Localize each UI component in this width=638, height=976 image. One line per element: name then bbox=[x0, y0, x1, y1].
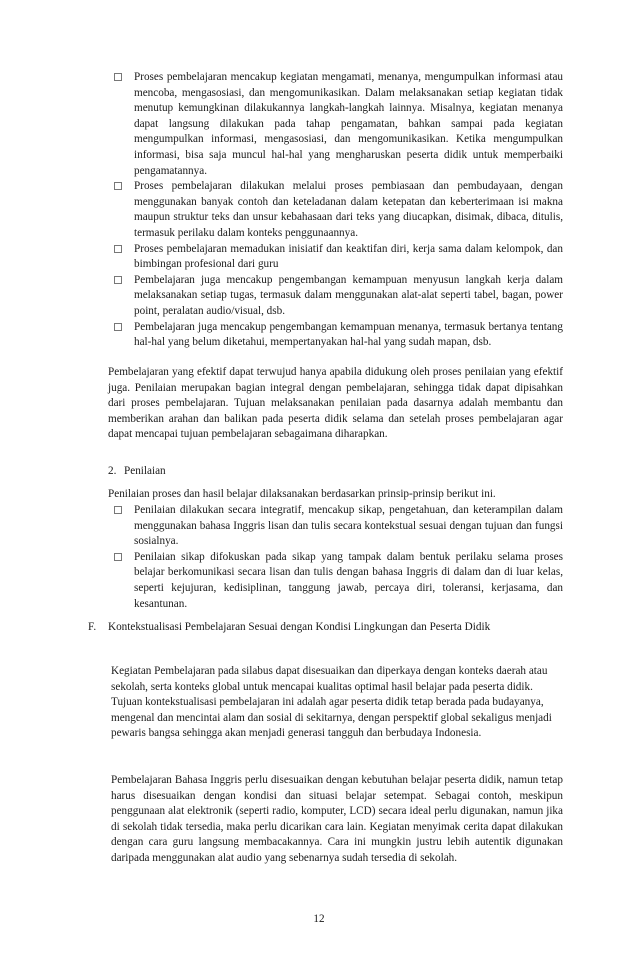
assessment-principles-list bbox=[114, 503, 563, 612]
bullet-box-icon bbox=[114, 553, 122, 561]
bullet-box-icon bbox=[114, 182, 122, 190]
page-number: 12 bbox=[313, 913, 325, 925]
section-title: Penilaian bbox=[124, 465, 166, 477]
section-heading-penilaian bbox=[108, 464, 166, 480]
paragraph-bahasa-inggris: Pembelajaran Bahasa Inggris perlu disesuaikan dengan kebutuhan belajar peserta didik, namun tetap harus disesuaikan dengan kondisi dan situasi belajar setempat. Sebagai contoh, meskipun penggunaan alat elektronik (seperti radio, komputer, LCD) secara ideal perlu digunakan, namun jika di sekolah tidak tersedia, maka perlu dicarikan cara lain. Kegiatan menyimak cerita dapat dilakukan dengan cara guru langsung membacakannya. Cara ini mungkin justru lebih autentik digunakan daripada menggunakan alat audio yang sebenarnya sudah tersedia di sekolah. bbox=[111, 774, 563, 864]
list-item: Penilaian dilakukan secara integratif, mencakup sikap, pengetahuan, dan keterampilan dalam menggunakan bahasa Inggris lisan dan tulis secara kontekstual sesuai dengan tujuan dan fungsi sosialnya. bbox=[114, 503, 563, 550]
list-item: Pembelajaran juga mencakup pengembangan kemampuan menyusun langkah kerja dalam melaksanakan setiap tugas, termasuk dalam menggunakan alat-alat seperti tabel, bagan, power point, peralatan audio/visual, dsb. bbox=[114, 273, 563, 320]
section-heading-f bbox=[88, 620, 568, 636]
learning-process-list bbox=[114, 70, 563, 351]
bullet-box-icon bbox=[114, 245, 122, 253]
paragraph-kegiatan-pembelajaran: Kegiatan Pembelajaran pada silabus dapat disesuaikan dan diperkaya dengan konteks daerah atau sekolah, serta konteks global untuk mencapai kualitas optimal hasil belajar pada peserta didik. Tujuan kontekstualisasi pembelajaran ini adalah agar peserta didik tetap berada pada budayanya, mengenal dan mencintai alam dan sosial di sekitarnya, dengan perspektif global sekaligus menjadi pewaris bangsa sehingga akan menjadi generasi tangguh dan berbudaya Indonesia. bbox=[111, 665, 552, 740]
section-title: Kontekstualisasi Pembelajaran Sesuai dengan Kondisi Lingkungan dan Peserta Didik bbox=[108, 621, 491, 633]
list-item: Proses pembelajaran dilakukan melalui proses pembiasaan dan pembudayaan, dengan menggunakan banyak contoh dan keteladanan dalam ketepatan dan keberterimaan isi makna maupun struktur teks dan unsur kebahasaan dari teks yang diucapkan, disimak, dibaca, ditulis, termasuk perilaku dalam konteks penggunaannya. bbox=[114, 179, 563, 241]
section-number: 2. bbox=[108, 465, 117, 477]
list-item: Penilaian sikap difokuskan pada sikap yang tampak dalam bentuk perilaku selama proses belajar berkomunikasi secara lisan dan tulis dengan bahasa Inggris di dalam dan di luar kelas, seperti kejujuran, kedisiplinan, tanggung jawab, percaya diri, toleransi, kerjasama, dan kesantunan. bbox=[114, 550, 563, 612]
list-item: Proses pembelajaran mencakup kegiatan mengamati, menanya, mengumpulkan informasi atau mencoba, mengasosiasi, dan mengomunikasikan. Dalam melaksanakan setiap kegiatan tidak menutup kemungkinan dilakukannya langkah-langkah lainnya. Misalnya, kegiatan menanya dapat langsung dilakukan pada tahap pengamatan, bahkan sampai pada kegiatan mengumpulkan informasi, mengasosiasi, dan mengomunikasikan. Ketika mengumpulkan informasi, bisa saja muncul hal-hal yang mengharuskan peserta didik untuk memperbaiki pengamatannya. bbox=[114, 70, 563, 179]
list-item: Pembelajaran juga mencakup pengembangan kemampuan menanya, termasuk bertanya tentang hal-hal yang belum diketahui, mempertanyakan hal-hal yang sudah mapan, dsb. bbox=[114, 320, 563, 351]
bullet-box-icon bbox=[114, 73, 122, 81]
bullet-box-icon bbox=[114, 506, 122, 514]
paragraph-penilaian-intro: Penilaian proses dan hasil belajar dilaksanakan berdasarkan prinsip-prinsip berikut ini. bbox=[108, 488, 496, 500]
bullet-box-icon bbox=[114, 323, 122, 331]
bullet-box-icon bbox=[114, 276, 122, 284]
list-item: Proses pembelajaran memadukan inisiatif dan keaktifan diri, kerja sama dalam kelompok, dan bimbingan profesional dari guru bbox=[114, 242, 563, 273]
section-letter: F. bbox=[88, 621, 97, 633]
paragraph-effective-learning: Pembelajaran yang efektif dapat terwujud hanya apabila didukung oleh proses penilaian yang efektif juga. Penilaian merupakan bagian integral dengan pembelajaran, sehingga tidak dapat dipisahkan dari proses pembelajaran. Tujuan melaksanakan penilaian pada dasarnya adalah membantu dan memberikan arahan dan balikan pada peserta didik selama dan setelah proses pembelajaran agar dapat mencapai tujuan pembelajaran sebagaimana diharapkan. bbox=[108, 366, 563, 441]
